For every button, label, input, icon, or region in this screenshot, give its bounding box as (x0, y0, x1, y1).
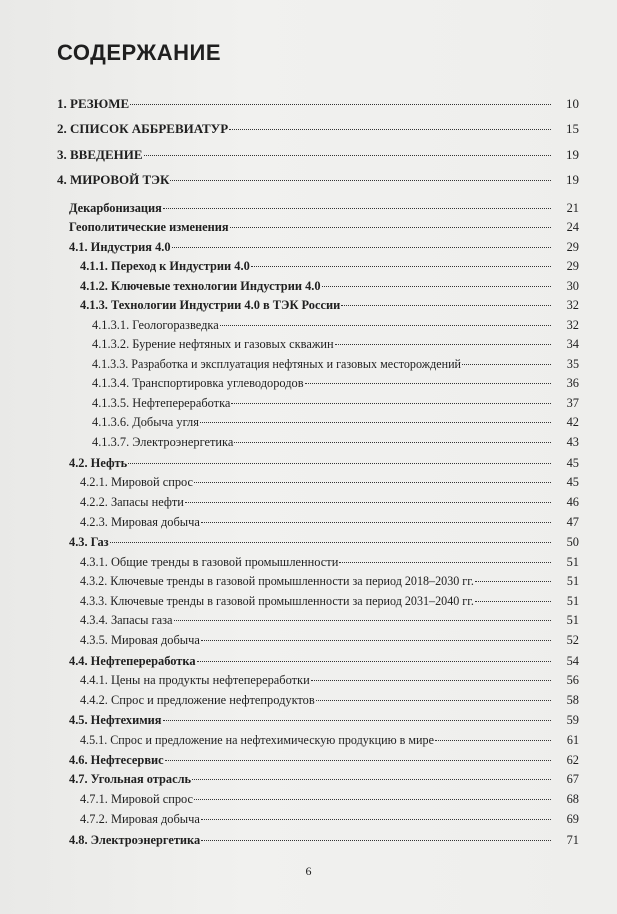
toc-entry-title: 4.3.3. Ключевые тренды в газовой промышленности за период 2031–2040 гг. (80, 594, 474, 608)
leader-dots (251, 266, 551, 267)
leader-dots (201, 840, 551, 841)
leader-dots (170, 180, 551, 181)
toc-entry-title: 4.3.2. Ключевые тренды в газовой промышленности за период 2018–2030 гг. (80, 574, 474, 588)
toc-entry-title: 4.5. Нефтехимия (69, 713, 162, 727)
leader-dots (194, 482, 551, 483)
toc-entry[interactable] (80, 791, 579, 807)
leader-dots (311, 680, 551, 681)
toc-entry-title: 2. СПИСОК АББРЕВИАТУР (57, 121, 229, 136)
toc-entry-page: 61 (566, 733, 579, 747)
toc-entry-title: 4.2.2. Запасы нефти (80, 495, 184, 509)
leader-dots (435, 740, 551, 741)
toc-entry-title: 4.2. Нефть (69, 456, 128, 470)
toc-entry-page: 58 (566, 693, 579, 707)
leader-dots (305, 383, 551, 384)
toc-entry-page: 51 (566, 555, 579, 569)
toc-entry-page: 36 (566, 376, 579, 390)
toc-entry-page: 29 (566, 240, 579, 254)
leader-dots (475, 601, 551, 602)
leader-dots (341, 305, 551, 306)
leader-dots (163, 720, 551, 721)
toc-entry[interactable] (57, 147, 579, 163)
toc-entry-page: 71 (566, 833, 579, 847)
toc-entry[interactable] (69, 219, 579, 235)
leader-dots (475, 581, 551, 582)
toc-entry[interactable] (80, 672, 579, 688)
toc-entry-page: 54 (566, 654, 579, 668)
toc-entry-title: 4.2.1. Мировой спрос (80, 475, 194, 489)
leader-dots (230, 227, 551, 228)
toc-entry[interactable] (80, 692, 579, 708)
leader-dots (229, 129, 551, 130)
toc-entry-page: 21 (566, 201, 579, 215)
toc-entry[interactable] (80, 494, 579, 510)
leader-dots (110, 542, 551, 543)
leader-dots (200, 422, 551, 423)
toc-entry[interactable] (57, 172, 579, 188)
leader-dots (192, 779, 551, 780)
leader-dots (128, 463, 551, 464)
leader-dots (163, 208, 551, 209)
leader-dots (165, 760, 551, 761)
toc-entry-title: 4.4.2. Спрос и предложение нефтепродуктов (80, 693, 315, 707)
leader-dots (194, 799, 551, 800)
toc-entry-title: 4.4.1. Цены на продукты нефтепереработки (80, 673, 310, 687)
toc-entry-title: 4.1.3. Технологии Индустрии 4.0 в ТЭК России (80, 298, 341, 312)
toc-entry-page: 51 (566, 594, 579, 608)
toc-entry-title: 4.1.3.7. Электроэнергетика (92, 435, 234, 449)
toc-entry[interactable] (92, 395, 579, 411)
toc-entry-page: 51 (566, 574, 579, 588)
toc-entry[interactable] (92, 414, 579, 430)
toc-entry-title: 4.8. Электроэнергетика (69, 833, 201, 847)
toc-entry-page: 37 (566, 396, 579, 410)
leader-dots (322, 286, 551, 287)
toc-entry-page: 69 (566, 812, 579, 826)
leader-dots (339, 562, 551, 563)
leader-dots (316, 700, 551, 701)
toc-entry-title: 4.1.1. Переход к Индустрии 4.0 (80, 259, 250, 273)
toc-entry-title: 3. ВВЕДЕНИЕ (57, 147, 143, 162)
toc-entry-title: 4.3. Газ (69, 535, 109, 549)
toc-entry-page: 32 (566, 298, 579, 312)
leader-dots (231, 403, 551, 404)
toc-entry-page: 46 (566, 495, 579, 509)
toc-entry-title: 4.5.1. Спрос и предложение на нефтехимическую продукцию в мире (80, 733, 434, 747)
toc-entry-title: 4.1.3.6. Добыча угля (92, 415, 199, 429)
leader-dots (172, 247, 551, 248)
toc-entry-page: 45 (566, 456, 579, 470)
toc-entry-page: 24 (566, 220, 579, 234)
toc-entry-page: 34 (566, 337, 579, 351)
toc-entry-page: 10 (566, 96, 579, 111)
leader-dots (234, 442, 551, 443)
toc-entry[interactable] (92, 356, 579, 372)
toc-entry[interactable] (69, 455, 579, 471)
toc-entry[interactable] (80, 632, 579, 648)
toc-entry-title: 4.6. Нефтесервис (69, 753, 164, 767)
toc-entry[interactable] (69, 200, 579, 216)
leader-dots (185, 502, 551, 503)
toc-entry-page: 15 (566, 121, 579, 136)
toc-heading: СОДЕРЖАНИЕ (57, 40, 222, 65)
toc-entry[interactable] (69, 712, 579, 728)
toc-entry-title: 4.1.3.3. Разработка и эксплуатация нефтяных и газовых месторождений (92, 357, 462, 371)
toc-entry[interactable] (69, 653, 579, 669)
leader-dots (174, 620, 551, 621)
leader-dots (220, 325, 551, 326)
toc-entry-page: 29 (566, 259, 579, 273)
toc-entry[interactable] (80, 514, 579, 530)
toc-entry-title: 4.1.3.2. Бурение нефтяных и газовых скважин (92, 337, 334, 351)
toc-entry[interactable] (80, 278, 579, 294)
toc-entry-title: 4.3.1. Общие тренды в газовой промышленности (80, 555, 339, 569)
toc-entry[interactable] (80, 732, 579, 748)
toc-entry-page: 67 (566, 772, 579, 786)
toc-entry[interactable] (80, 811, 579, 827)
leader-dots (130, 104, 551, 105)
leader-dots (201, 522, 551, 523)
toc-entry-page: 59 (566, 713, 579, 727)
toc-entry-title: 4.1. Индустрия 4.0 (69, 240, 171, 254)
leader-dots (197, 661, 551, 662)
toc-entry-title: 4.7.1. Мировой спрос (80, 792, 194, 806)
toc-entry-title: 4.3.5. Мировая добыча (80, 633, 200, 647)
toc-entry-page: 43 (566, 435, 579, 449)
toc-entry[interactable] (80, 258, 579, 274)
leader-dots (201, 640, 551, 641)
toc-entry[interactable] (69, 771, 579, 787)
toc-entry[interactable] (80, 573, 579, 589)
toc-entry-title: 1. РЕЗЮМЕ (57, 96, 130, 111)
toc-entry-title: 4.3.4. Запасы газа (80, 613, 173, 627)
leader-dots (201, 819, 551, 820)
toc-entry[interactable] (69, 752, 579, 768)
leader-dots (462, 364, 551, 365)
toc-entry-title: 4.4. Нефтепереработка (69, 654, 196, 668)
toc-entry-page: 19 (566, 147, 579, 162)
toc-entry-page: 56 (566, 673, 579, 687)
toc-entry[interactable] (92, 317, 579, 333)
toc-entry-title: Геополитические изменения (69, 220, 229, 234)
toc-entry[interactable] (57, 121, 579, 137)
toc-entry-page: 32 (566, 318, 579, 332)
toc-entry-title: 4.2.3. Мировая добыча (80, 515, 200, 529)
toc-entry-title: 4. МИРОВОЙ ТЭК (57, 172, 170, 187)
toc-entry[interactable] (69, 534, 579, 550)
toc-entry-page: 68 (566, 792, 579, 806)
toc-entry[interactable] (80, 593, 579, 609)
toc-entry[interactable] (80, 297, 579, 313)
toc-entry-page: 30 (566, 279, 579, 293)
toc-entry[interactable] (57, 96, 579, 112)
toc-entry-page: 42 (566, 415, 579, 429)
toc-entry-page: 35 (566, 357, 579, 371)
toc-entry-page: 62 (566, 753, 579, 767)
toc-entry-title: 4.1.3.1. Геологоразведка (92, 318, 219, 332)
toc-entry-page: 45 (566, 475, 579, 489)
toc-entry-title: Декарбонизация (69, 201, 162, 215)
leader-dots (335, 344, 551, 345)
toc-entry-page: 52 (566, 633, 579, 647)
toc-entry[interactable] (92, 434, 579, 450)
leader-dots (144, 155, 551, 156)
toc-entry-page: 50 (566, 535, 579, 549)
toc-entry[interactable] (80, 474, 579, 490)
toc-entry-title: 4.1.3.5. Нефтепереработка (92, 396, 231, 410)
toc-entry[interactable] (69, 239, 579, 255)
toc-entry-page: 47 (566, 515, 579, 529)
toc-entry[interactable] (92, 336, 579, 352)
toc-entry[interactable] (80, 612, 579, 628)
toc-entry-title: 4.1.2. Ключевые технологии Индустрии 4.0 (80, 279, 321, 293)
toc-entry-title: 4.7. Угольная отрасль (69, 772, 192, 786)
toc-entry-page: 19 (566, 172, 579, 187)
page-number: 6 (305, 864, 312, 878)
toc-entry[interactable] (69, 832, 579, 848)
toc-entry-page: 51 (566, 613, 579, 627)
toc-entry-title: 4.7.2. Мировая добыча (80, 812, 200, 826)
toc-entry[interactable] (92, 375, 579, 391)
toc-entry-title: 4.1.3.4. Транспортировка углеводородов (92, 376, 304, 390)
toc-entry[interactable] (80, 554, 579, 570)
